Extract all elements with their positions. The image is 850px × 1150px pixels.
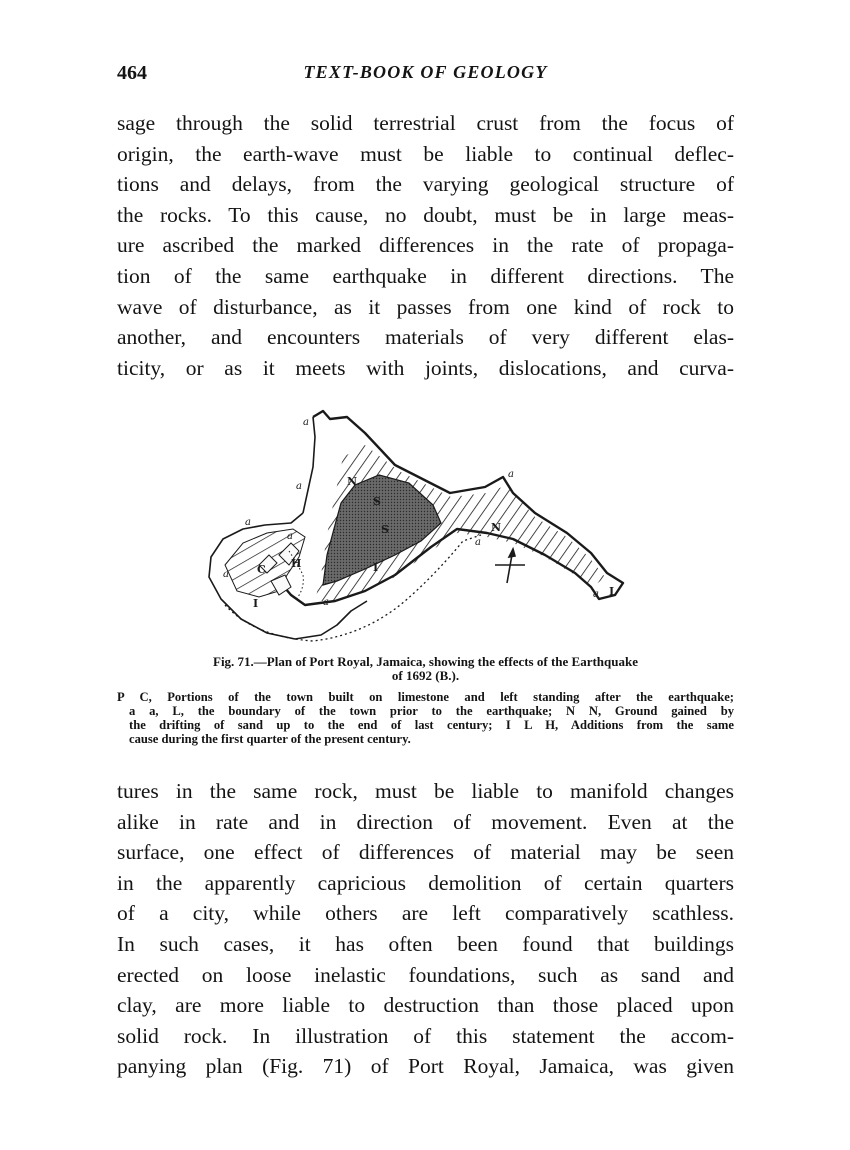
label-a-southwest: a <box>223 569 229 580</box>
text-line: ure ascribed the marked differences in the rate of propaga- <box>117 233 734 258</box>
label-h: H <box>291 557 302 570</box>
label-a-right: a <box>508 469 514 480</box>
text-line: in the apparently capricious demolition of certain quarters <box>117 870 734 895</box>
text-line: tions and delays, from the varying geological structure of <box>117 172 734 197</box>
label-l: L <box>609 585 617 598</box>
text-line: solid rock. In illustration of this statement the accom- <box>117 1023 734 1048</box>
label-a-east: a <box>593 589 599 600</box>
label-s-upper: S <box>373 495 381 508</box>
text-line: tion of the same earthquake in different directions. The <box>117 263 734 288</box>
label-a-south: a <box>323 597 329 608</box>
figure-caption <box>117 655 734 683</box>
legend-line: a a, L, the boundary of the town prior to the earthquake; N N, Ground gained by <box>129 704 734 718</box>
text-line: panying plan (Fig. 71) of Port Royal, Jamaica, was given <box>117 1054 734 1079</box>
label-c: C <box>257 563 266 576</box>
label-n-lower: N <box>491 521 502 534</box>
text-line: the rocks. To this cause, no doubt, must be in large meas- <box>117 202 734 227</box>
text-line: origin, the earth-wave must be liable to continual deflec- <box>117 141 734 166</box>
label-a-inner: a <box>287 531 293 542</box>
legend-line: P C, Portions of the town built on limestone and left standing after the earthquake; <box>117 690 734 704</box>
compass-rose-icon <box>495 549 525 583</box>
caption-line: of 1692 (B.). <box>391 668 460 683</box>
text-line: ticity, or as it meets with joints, dislocations, and curva- <box>117 355 734 380</box>
legend-line: the drifting of sand up to the end of last century; I L H, Additions from the same <box>129 718 734 732</box>
text-line: wave of disturbance, as it passes from one kind of rock to <box>117 294 734 319</box>
text-line: erected on loose inelastic foundations, such as sand and <box>117 962 734 987</box>
body-paragraph-bottom <box>117 776 734 1082</box>
text-line: another, and encounters materials of very different elas- <box>117 325 734 350</box>
port-royal-map <box>195 405 645 645</box>
text-line: In such cases, it has often been found that buildings <box>117 931 734 956</box>
label-a-left: a <box>296 481 302 492</box>
running-title: TEXT-BOOK OF GEOLOGY <box>303 62 548 82</box>
label-n-upper: N <box>347 475 358 488</box>
port-royal-plan-figure <box>195 405 645 645</box>
label-i-center: I <box>373 561 379 574</box>
body-paragraph-top <box>117 108 734 383</box>
legend-line: cause during the first quarter of the present century. <box>129 732 411 746</box>
text-line: of a city, while others are left comparatively scathless. <box>117 901 734 926</box>
text-line: tures in the same rock, must be liable to manifold changes <box>117 779 734 803</box>
page-number: 464 <box>117 62 147 84</box>
figure-legend <box>117 690 734 746</box>
text-line: surface, one effect of differences of material may be seen <box>117 840 734 865</box>
text-line: alike in rate and in direction of movement. Even at the <box>117 809 734 834</box>
label-s-lower: S <box>381 523 389 536</box>
label-a-west: a <box>245 517 251 528</box>
caption-line: Fig. 71.—Plan of Port Royal, Jamaica, showing the effects of the Earthquake <box>213 654 638 669</box>
label-i-west: I <box>253 597 259 610</box>
label-a-center: a <box>475 537 481 548</box>
text-line: clay, are more liable to destruction than those placed upon <box>117 993 734 1018</box>
label-a-top: a <box>303 417 309 428</box>
text-line: sage through the solid terrestrial crust from the focus of <box>117 111 734 135</box>
running-header <box>117 62 734 88</box>
